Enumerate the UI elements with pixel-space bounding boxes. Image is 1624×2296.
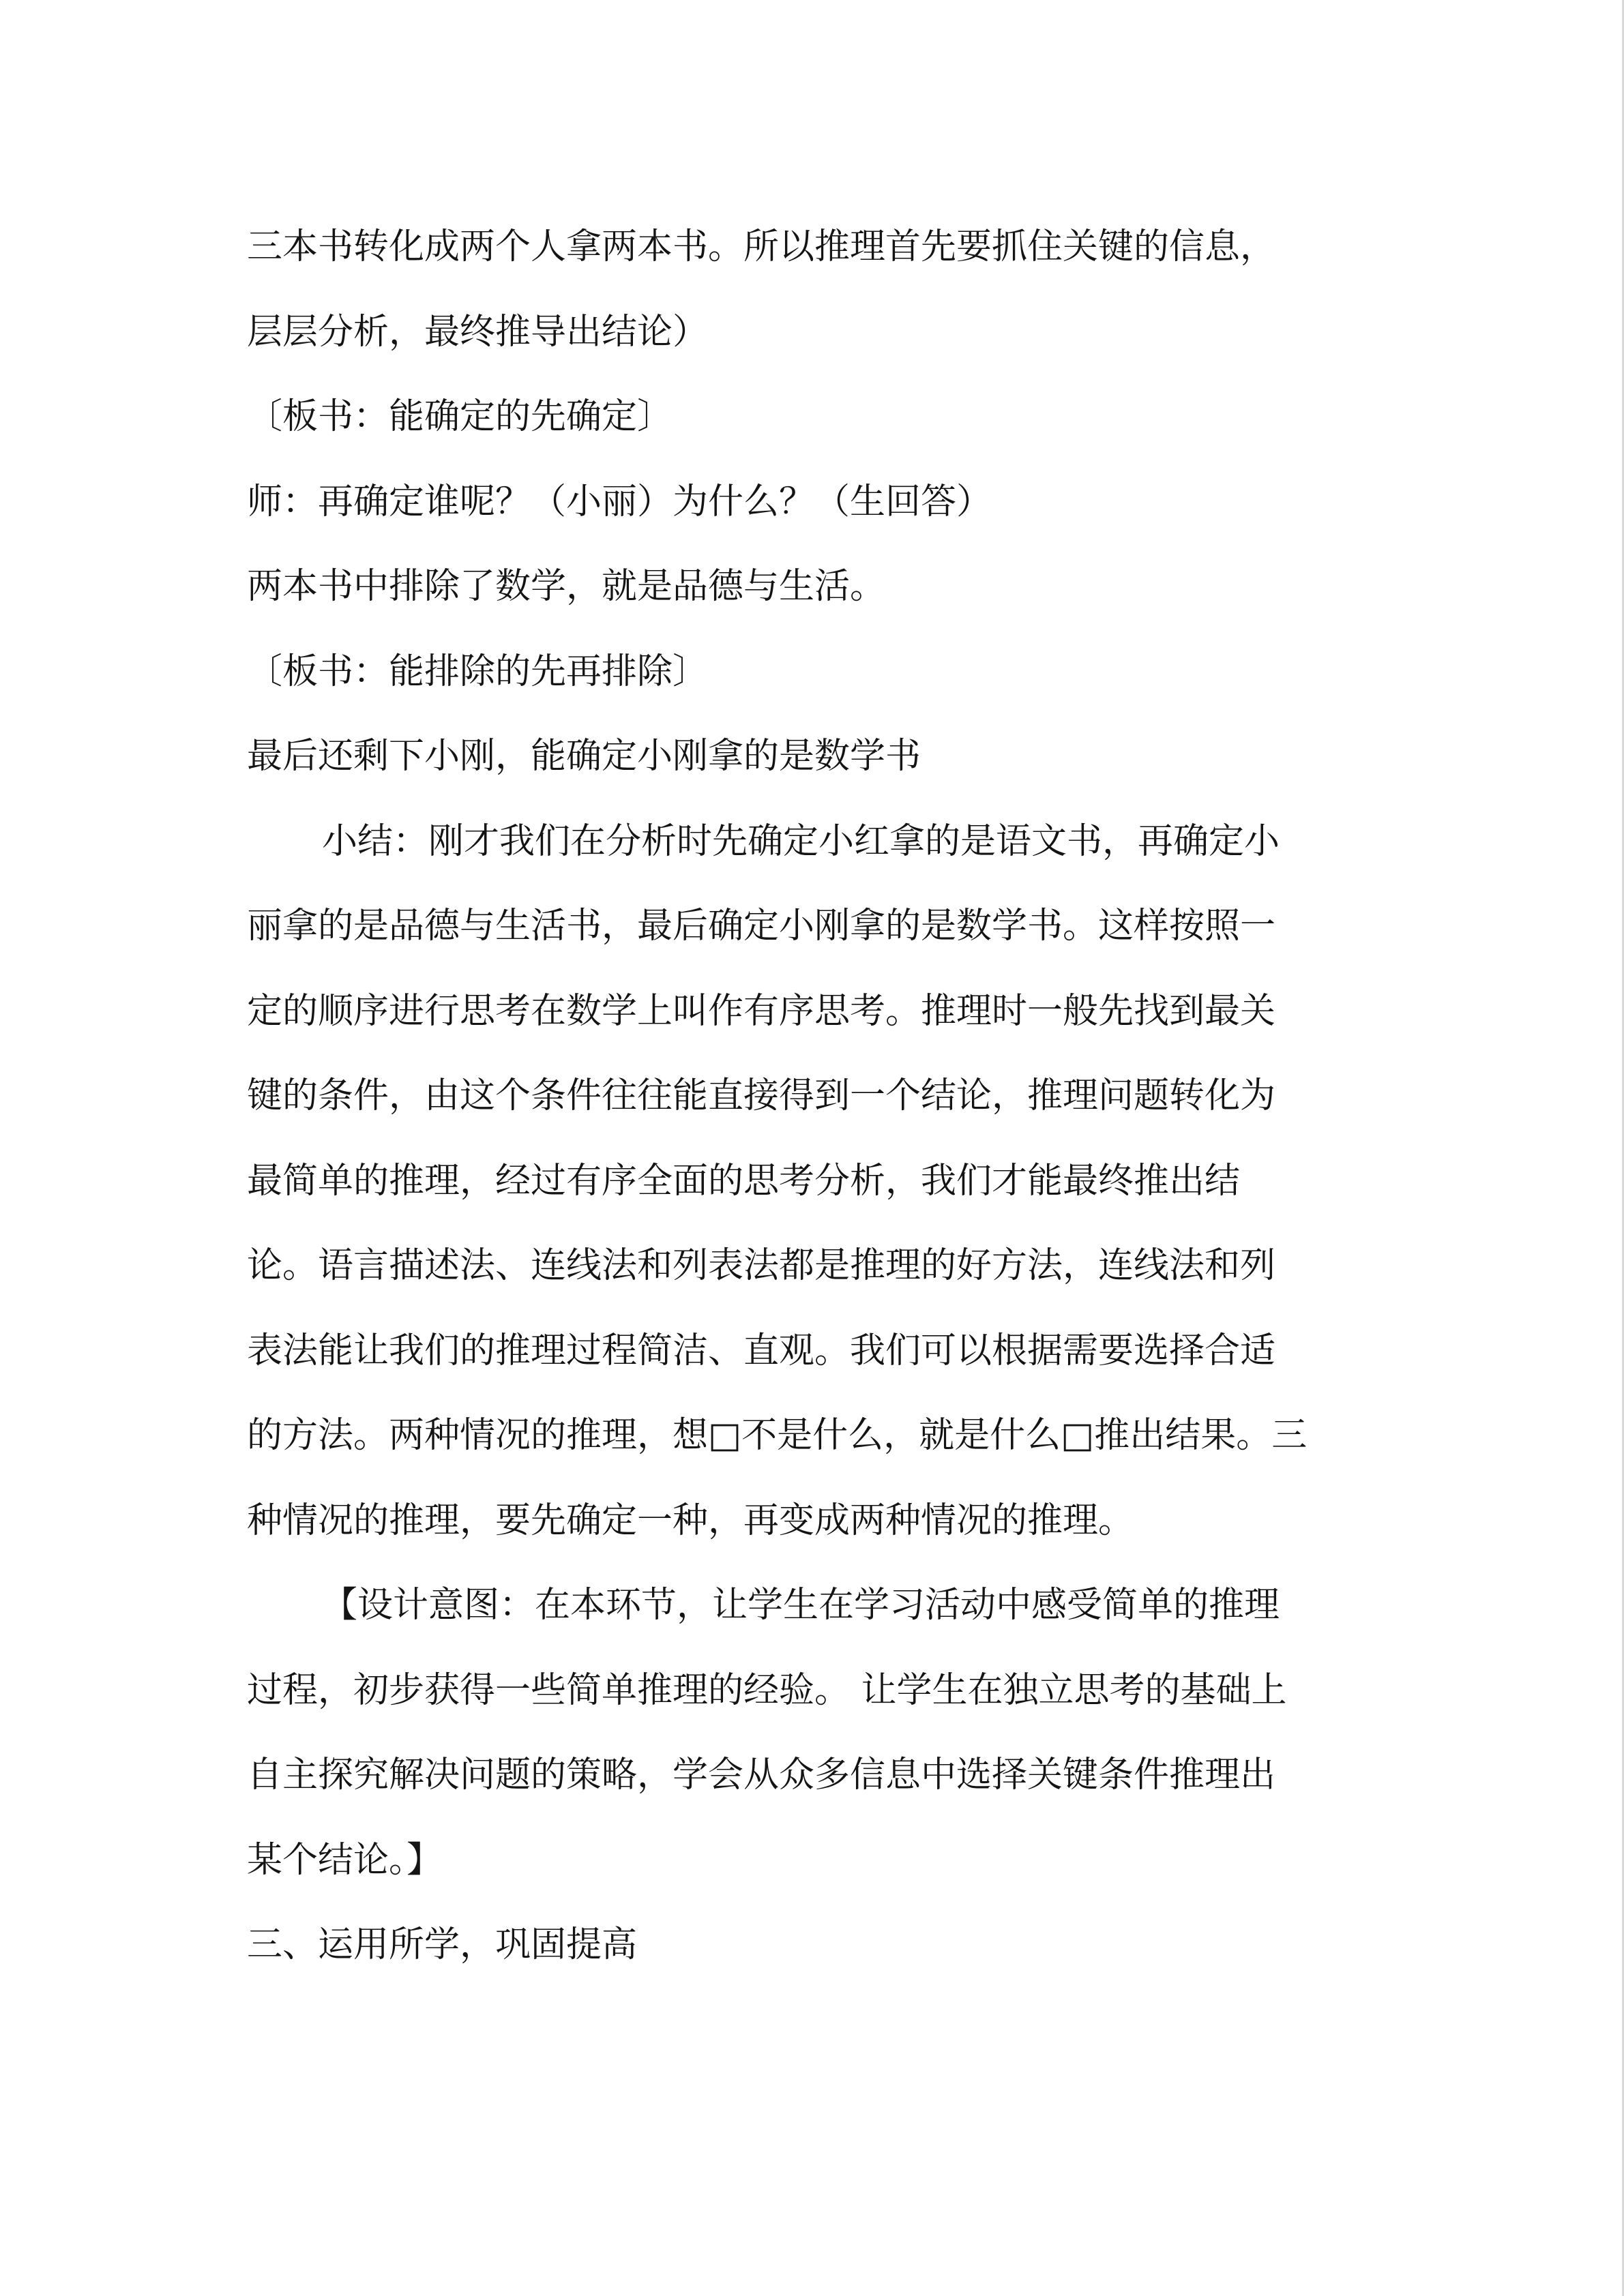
text-line: 过程，初步获得一些简单推理的经验。 让学生在独立思考的基础上 xyxy=(247,1669,1287,1711)
board-note: 〔板书：能排除的先再排除〕 xyxy=(247,651,709,692)
text-line: 两本书中排除了数学，就是品德与生活。 xyxy=(247,566,886,607)
text-line: 种情况的推理，要先确定一种，再变成两种情况的推理。 xyxy=(247,1500,1134,1541)
text-line: 自主探究解决问题的策略，学会从众多信息中选择关键条件推理出 xyxy=(247,1755,1276,1795)
document-body xyxy=(247,205,1379,1988)
text-line: 最简单的推理，经过有序全面的思考分析，我们才能最终推出结 xyxy=(247,1160,1241,1202)
text-line: 丽拿的是品德与生活书，最后确定小刚拿的是数学书。这样按照一 xyxy=(247,906,1276,946)
text-line: 层层分析，最终推导出结论） xyxy=(247,311,709,353)
board-note: 〔板书：能确定的先确定〕 xyxy=(247,396,673,437)
text-line: 论。语言描述法、连线法和列表法都是推理的好方法，连线法和列 xyxy=(247,1245,1276,1286)
text-line: 师：再确定谁呢？（小丽）为什么？（生回答） xyxy=(247,481,992,522)
text-line: 表法能让我们的推理过程简洁、直观。我们可以根据需要选择合适 xyxy=(247,1330,1276,1371)
text-line: 的方法。两种情况的推理，想□不是什么，就是什么□推出结果。三 xyxy=(247,1415,1308,1456)
section-heading: 三、运用所学，巩固提高 xyxy=(247,1924,638,1965)
summary-paragraph-start: 小结：刚才我们在分析时先确定小红拿的是语文书，再确定小 xyxy=(322,820,1280,862)
text-line: 三本书转化成两个人拿两本书。所以推理首先要抓住关键的信息， xyxy=(247,226,1276,267)
text-line: 定的顺序进行思考在数学上叫作有序思考。推理时一般先找到最关 xyxy=(247,990,1276,1032)
text-line: 键的条件，由这个条件往往能直接得到一个结论，推理问题转化为 xyxy=(247,1075,1276,1116)
text-line: 某个结论。】 xyxy=(247,1839,443,1881)
text-line: 最后还剩下小刚，能确定小刚拿的是数学书 xyxy=(247,736,921,777)
design-intent-paragraph-start: 【设计意图：在本环节，让学生在学习活动中感受简单的推理 xyxy=(322,1585,1280,1626)
